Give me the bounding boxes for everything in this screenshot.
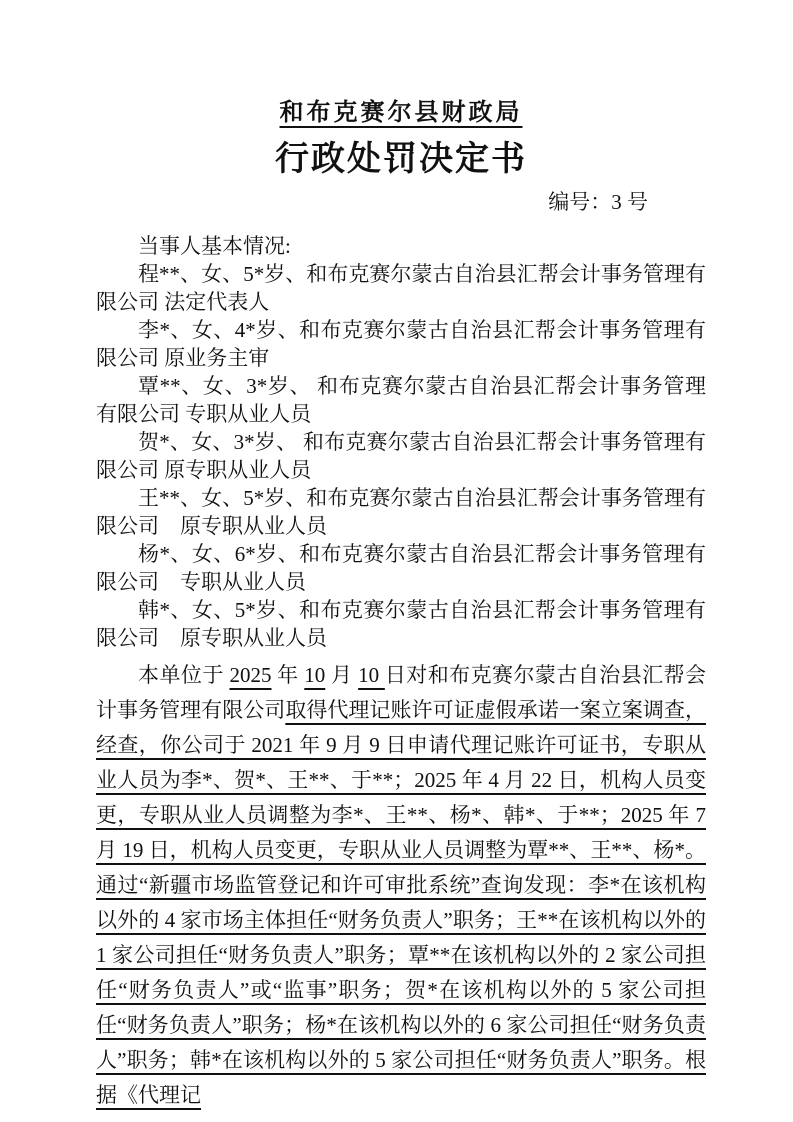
section-heading-parties: 当事人基本情况: xyxy=(138,234,291,258)
party-item: 覃**、女、3*岁、 和布克赛尔蒙古自治县汇帮会计事务管理有限公司 专职从业人员 xyxy=(96,374,706,426)
party-item: 杨*、女、6*岁、和布克赛尔蒙古自治县汇帮会计事务管理有限公司 专职从业人员 xyxy=(96,542,706,594)
text-segment: 本单位于 xyxy=(138,663,230,687)
document-content xyxy=(96,92,706,1113)
text-segment-underlined: 取得代理记账许可证虚假承诺一案立案调查，经查，你公司于 2021 年 9 月 9 日申请代理记账许可证书，专职从业人员为李*、贺*、王**、于**；2025 年 4 月 22 日，机构人员变更，专职从业人员调整为李*、王**、杨*、韩*、于**；2025 年 7 月 19 日，机构人员变更，专职从业人员调整为覃**、王**、杨*。通过“新疆市场监管登记和许可审批系统”查询发现：李*在该机构以外的 4 家市场主体担任“财务负责人”职务；王**在该机构以外的 1 家公司担任“财务负责人”职务；覃**在该机构以外的 2 家公司担任“财务负责人”或“监事”职务；贺*在该机构以外的 5 家公司担任“财务负责人”职务；杨*在该机构以外的 6 家公司担任“财务负责人”职务；韩*在该机构以外的 5 家公司担任“财务负责人”职务。根据《代理记 xyxy=(96,698,707,1107)
document-body xyxy=(96,232,706,1113)
party-item: 贺*、女、3*岁、 和布克赛尔蒙古自治县汇帮会计事务管理有限公司 原专职从业人员 xyxy=(96,430,706,482)
text-segment-underlined: 10 xyxy=(304,663,326,687)
text-segment: 月 xyxy=(325,663,359,687)
party-item: 王**、女、5*岁、和布克赛尔蒙古自治县汇帮会计事务管理有限公司 原专职从业人员 xyxy=(96,486,706,538)
text-segment: 日对和布克赛尔蒙古自治县汇帮会计事务管理有限公司 xyxy=(96,663,707,722)
party-item: 程**、女、5*岁、和布克赛尔蒙古自治县汇帮会计事务管理有限公司 法定代表人 xyxy=(96,262,706,314)
document-title: 行政处罚决定书 xyxy=(275,141,527,178)
text-segment-underlined: 10 xyxy=(358,663,385,687)
party-item: 韩*、女、5*岁、和布克赛尔蒙古自治县汇帮会计事务管理有限公司 原专职从业人员 xyxy=(96,598,706,650)
party-item: 李*、女、4*岁、和布克赛尔蒙古自治县汇帮会计事务管理有限公司 原业务主审 xyxy=(96,318,706,370)
issuing-authority: 和布克赛尔县财政局 xyxy=(279,100,523,126)
text-segment: 年 xyxy=(271,663,305,687)
text-segment-underlined: 2025 xyxy=(229,663,272,687)
investigation-paragraph xyxy=(96,658,706,1113)
document-number: 编号：3 号 xyxy=(548,190,648,214)
